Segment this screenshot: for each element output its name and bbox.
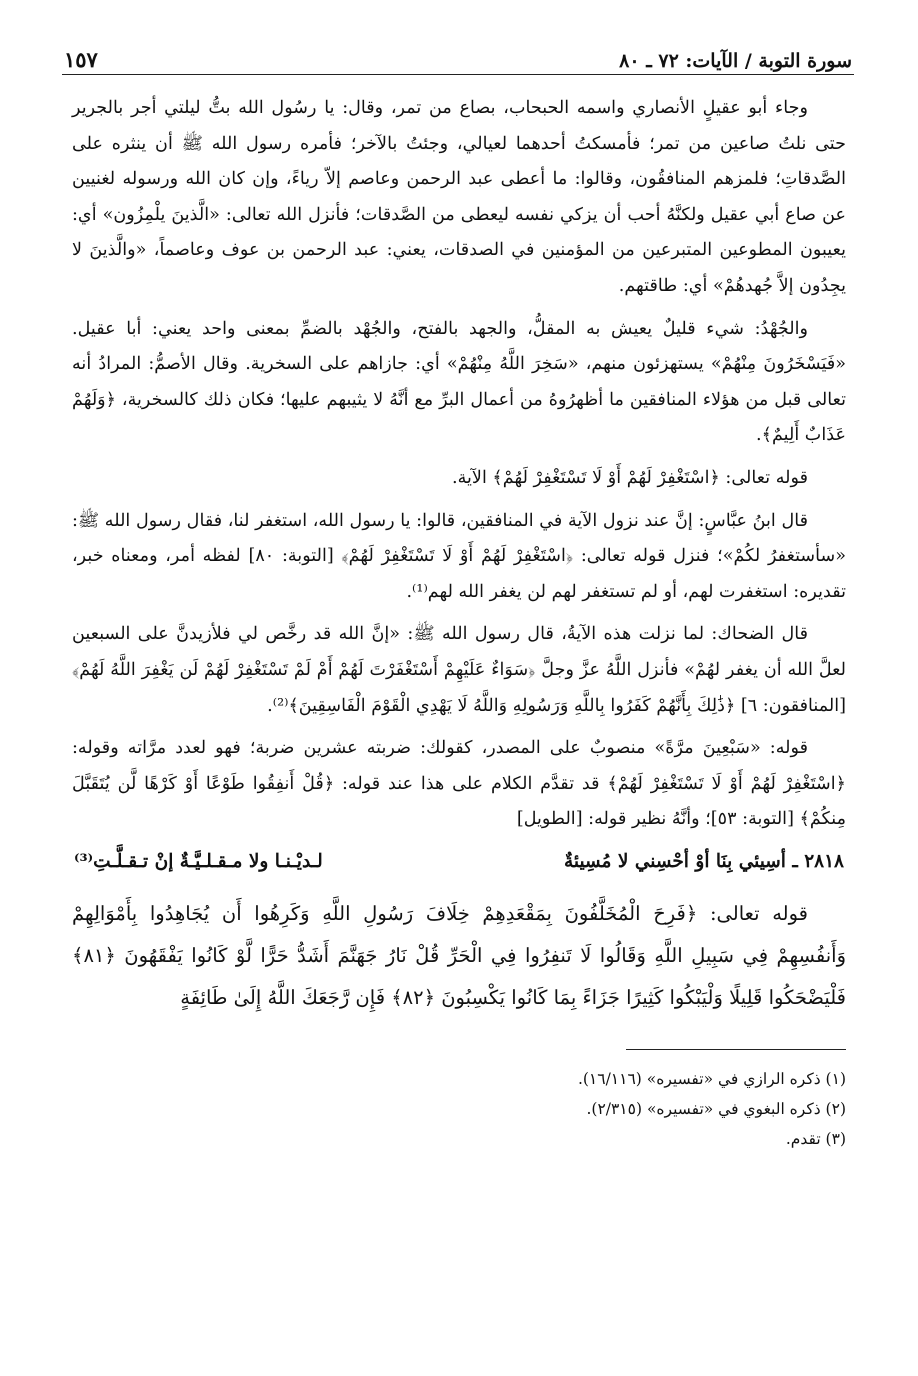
- poem-verse: [72, 845, 846, 879]
- paragraph: قوله تعالى: ﴿اسْتَغْفِرْ لَهُمْ أَوْ لَا تَسْتَغْفِرْ لَهُمْ﴾ الآية.: [452, 467, 808, 488]
- footnote: (٣) تقدم.: [785, 1129, 846, 1148]
- poem-second-hemistich: لـديْـنـا ولا مـقـلـيَّـةٌ إنْ تـقـلَّـتِ⁽³⁾: [74, 850, 323, 872]
- paragraph: قال الضحاك: لما نزلت هذه الآيةُ، قال رسول الله ﷺ: «إنَّ الله قد رخَّص لي فلأزيدنَّ على السبعين لعلَّ الله أن يغفر لهُمْ» فأنزل اللَّهُ عزَّ وجلَّ ﴿سَوَاءٌ عَلَيْهِمْ أَسْتَغْفَرْتَ لَهُمْ أَمْ لَمْ تَسْتَغْفِرْ لَهُمْ لَن يَغْفِرَ اللَّهُ لَهُمْ﴾ [المنافقون: ٦] ﴿ذَٰلِكَ بِأَنَّهُمْ كَفَرُوا بِاللَّهِ وَرَسُولِهِ وَاللَّهُ لَا يَهْدِي الْقَوْمَ الْفَاسِقِينَ﴾⁽²⁾.: [72, 624, 846, 716]
- paragraph: وجاء أبو عقيلٍ الأنصاري واسمه الحبحاب، بصاع من تمر، وقال: يا رسُول الله بتُّ ليلتي أجر بالجرير حتى نلتُ صاعين من تمر؛ فأمسكتُ أحدهما لعيالي، وجئتُ بالآخر؛ فأمره رسول الله ﷺ أن ينثره على الصَّدقاتِ؛ فلمزهم المنافقُون، وقالوا: ما أعطى عبد الرحمن وعاصم إلاّ رياءً، وإن كان الله ورسوله لغنيين عن صاع أبي عقيل ولكنَّهُ أحب أن يزكي نفسه ليعطى من الصَّدقات؛ فأنزل الله تعالى: «الَّذينَ يلْمِزُون» أي: يعيبون المطوعين المتبرعين من المؤمنين في الصدقات، يعني: عبد الرحمن بن عوف وعاصماً، «والَّذينَ لا يجِدُون إلاَّ جُهدهُمْ» أي: طاقتهم.: [72, 98, 846, 296]
- paragraph: والجُهْدُ: شيء قليلٌ يعيش به المقلُّ، والجهد بالفتح، والجُهْد بالضمِّ بمعنى واحد يعني: أبا عقيل. «فَيَسْخَرُونَ مِنْهُمْ» يستهزئون منهم، «سَخِرَ اللَّهُ مِنْهُمْ» أي: جازاهم على السخرية. وقال الأصمُّ: المرادُ أنه تعالى قبل من هؤلاء المنافقين ما أظهرُوهُ من أعمال البرِّ مع أنَّهُ لا يثيبهم عليها؛ فكان ذلك كالسخرية، ﴿وَلَهُمْ عَذَابٌ أَلِيمٌ﴾.: [72, 318, 846, 446]
- footnote: (٢) ذكره البغوي في «تفسيره» (٢/٣١٥).: [586, 1099, 846, 1118]
- footnote-separator: [626, 1049, 846, 1050]
- page-header: [62, 36, 854, 75]
- page-number: ١٥٧: [64, 47, 98, 72]
- page-body: [72, 91, 846, 1154]
- footnote: (١) ذكره الرازي في «تفسيره» (١٦/١١٦).: [577, 1069, 846, 1088]
- paragraph: قال ابنُ عبَّاسٍ: إنَّ عند نزول الآية في المنافقين، قالوا: يا رسول الله، استغفر لنا، فقال رسول الله ﷺ: «سأستغفرُ لكُمْ»؛ فنزل قوله تعالى: ﴿اسْتَغْفِرْ لَهُمْ أَوْ لَا تَسْتَغْفِرْ لَهُمْ﴾ [التوبة: ٨٠] لفظه أمر، ومعناه خبر، تقديره: استغفرت لهم، أو لم تستغفر لهم لن يغفر الله لهم⁽¹⁾.: [72, 510, 846, 602]
- running-title: سورة التوبة / الآيات: ٧٢ ـ ٨٠: [619, 50, 852, 72]
- poem-first-hemistich: ٢٨١٨ ـ أسِيئي بِنَا أوْ أحْسِني لا مُسِيئةٌ: [563, 850, 844, 872]
- quran-verse-block: قوله تعالى: ﴿فَرِحَ الْمُخَلَّفُونَ بِمَقْعَدِهِمْ خِلَافَ رَسُولِ اللَّهِ وَكَرِهُوا أَن يُجَاهِدُوا بِأَمْوَالِهِمْ وَأَنفُسِهِمْ فِي سَبِيلِ اللَّهِ وَقَالُوا لَا تَنفِرُوا فِي الْحَرِّ قُلْ نَارُ جَهَنَّمَ أَشَدُّ حَرًّا لَّوْ كَانُوا يَفْقَهُونَ ﴿٨١﴾ فَلْيَضْحَكُوا قَلِيلًا وَلْيَبْكُوا كَثِيرًا جَزَاءً بِمَا كَانُوا يَكْسِبُونَ ﴿٨٢﴾ فَإِن رَّجَعَكَ اللَّهُ إِلَىٰ طَائِفَةٍ: [72, 901, 846, 1009]
- paragraph: قوله: «سَبْعِينَ مرَّةً» منصوبٌ على المصدر، كقولك: ضربته عشرين ضربة؛ فهو لعدد مرَّاته وقوله: ﴿اسْتَغْفِرْ لَهُمْ أَوْ لَا تَسْتَغْفِرْ لَهُمْ﴾ قد تقدَّم الكلام على هذا عند قوله: ﴿قُلْ أَنفِقُوا طَوْعًا أَوْ كَرْهًا لَّن يُتَقَبَّلَ مِنكُمْ﴾ [التوبة: ٥٣]؛ وأنَّهُ نظير قوله: [الطويل]: [72, 738, 846, 830]
